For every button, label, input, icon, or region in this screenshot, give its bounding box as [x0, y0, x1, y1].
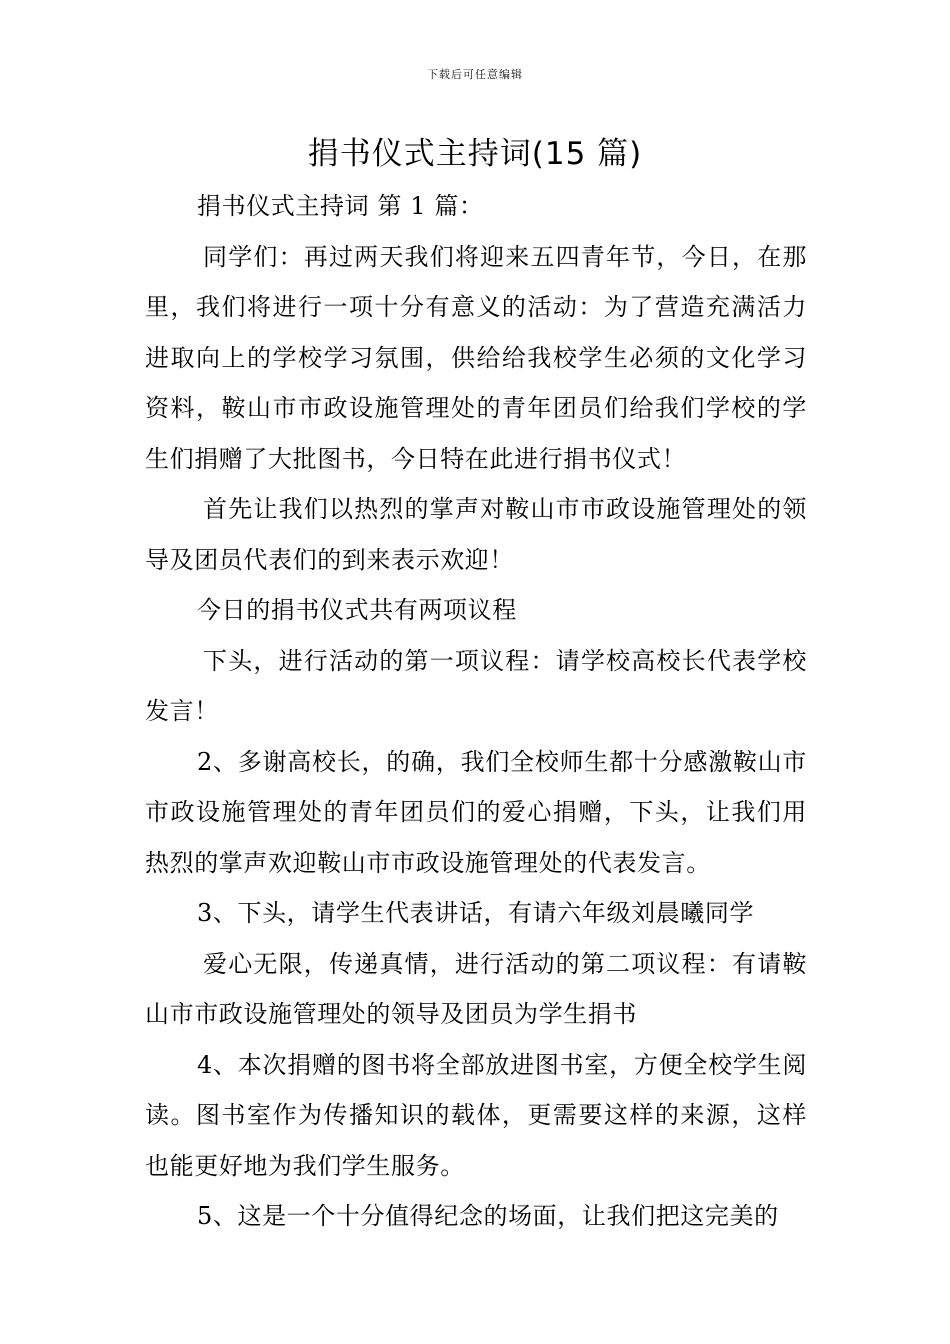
- paragraph: 首先让我们以热烈的掌声对鞍山市市政设施管理处的领导及团员代表们的到来表示欢迎！: [145, 495, 807, 574]
- paragraph: 下头，进行活动的第一项议程：请学校高校长代表学校发言！: [145, 646, 807, 725]
- paragraph: 3、下头，请学生代表讲话，有请六年级刘晨曦同学: [197, 899, 755, 927]
- paragraph: 5、这是一个十分值得纪念的场面，让我们把这完美的: [197, 1202, 779, 1230]
- document-body: [145, 181, 807, 1242]
- paragraph: 同学们：再过两天我们将迎来五四青年节，今日，在那里，我们将进行一项十分有意义的活动：为了营造充满活力进取向上的学校学习氛围，供给给我校学生必须的文化学习资料，鞍山市市政设施管理处的青年团员们给我们学校的学生们捐赠了大批图书，今日特在此进行捐书仪式！: [145, 242, 807, 473]
- paragraph: 爱心无限，传递真情，进行活动的第二项议程：有请鞍山市市政设施管理处的领导及团员为学生捐书: [145, 949, 807, 1028]
- paragraph-heading: 捐书仪式主持词 第 1 篇：: [197, 192, 484, 220]
- paragraph: 今日的捐书仪式共有两项议程: [197, 596, 517, 624]
- document-title: 捐书仪式主持词(15 篇): [307, 136, 643, 172]
- paragraph: 4、本次捐赠的图书将全部放进图书室，方便全校学生阅读。图书室作为传播知识的载体，更需要这样的来源，这样也能更好地为我们学生服务。: [145, 1050, 807, 1180]
- paragraph: 2、多谢高校长，的确，我们全校师生都十分感激鞍山市市政设施管理处的青年团员们的爱心捐赠，下头，让我们用热烈的掌声欢迎鞍山市市政设施管理处的代表发言。: [145, 747, 807, 877]
- header-note: 下载后可任意编辑: [427, 68, 523, 81]
